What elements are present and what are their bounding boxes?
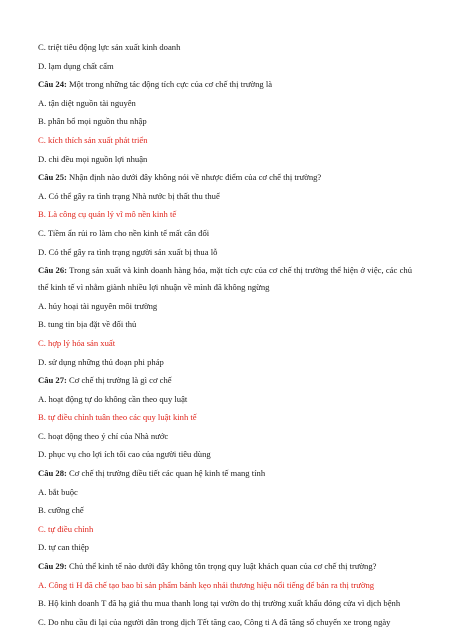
option-line: B. cưỡng chế bbox=[38, 505, 84, 516]
option-line: C. triệt tiêu động lực sản xuất kinh doanh bbox=[38, 42, 181, 52]
question-line bbox=[38, 557, 412, 576]
question-line bbox=[38, 75, 412, 94]
option-line: B. phân bổ mọi nguồn thu nhập bbox=[38, 116, 147, 127]
option-line: D. chi đều mọi nguồn lợi nhuận bbox=[38, 153, 148, 164]
option-line: D. Có thể gây ra tình trạng người sản xuất bị thua lỗ bbox=[38, 246, 218, 257]
question-text: Nhận định nào dưới đây không nói về nhược điểm của cơ chế thị trường? bbox=[66, 172, 322, 183]
correct-answer-line: C. hợp lý hóa sản xuất bbox=[38, 337, 116, 348]
option-line: C. hoạt động theo ý chí của Nhà nước bbox=[38, 430, 169, 441]
option-line: C. Tiềm ẩn rủi ro làm cho nền kinh tế mất cân đối bbox=[38, 227, 210, 238]
question-line bbox=[38, 168, 412, 187]
option-line: B. Hộ kinh doanh T đã hạ giá thu mua thanh long tại vườn do thị trường xuất khẩu đóng cửa vì dịch bệnh bbox=[38, 598, 401, 609]
question-number: Câu 29: bbox=[38, 561, 67, 572]
question-number: Câu 28: bbox=[38, 468, 67, 479]
question-number: Câu 25: bbox=[38, 172, 67, 183]
correct-answer-line: B. Là công cụ quản lý vĩ mô nền kinh tế bbox=[38, 209, 177, 220]
question-text: Cơ chế thị trường điều tiết các quan hệ kinh tế mang tính bbox=[66, 468, 266, 479]
option-line: D. sử dụng những thủ đoạn phi pháp bbox=[38, 356, 164, 367]
correct-answer-line: B. tự điều chỉnh tuân theo các quy luật kinh tế bbox=[38, 412, 197, 423]
question-line bbox=[38, 371, 412, 390]
question-number: Câu 24: bbox=[38, 79, 67, 90]
question-line bbox=[38, 262, 412, 296]
question-text: Cơ chế thị trường là gì cơ chế bbox=[66, 375, 172, 386]
option-line: A. hủy hoại tài nguyên môi trường bbox=[38, 300, 158, 311]
option-line: B. tung tin bịa đặt về đối thủ bbox=[38, 319, 137, 330]
question-number: Câu 26: bbox=[38, 265, 68, 276]
option-line: D. lạm dụng chất cấm bbox=[38, 60, 114, 71]
question-line bbox=[38, 464, 412, 483]
option-line: A. Có thể gây ra tình trạng Nhà nước bị thất thu thuế bbox=[38, 190, 220, 201]
question-text: Chủ thể kinh tế nào dưới đây không tôn trọng quy luật khách quan của cơ chế thị trường? bbox=[66, 561, 377, 572]
option-line: D. phục vụ cho lợi ích tối cao của người tiêu dùng bbox=[38, 449, 211, 460]
correct-answer-line: C. kích thích sản xuất phát triển bbox=[38, 134, 148, 145]
correct-answer-line: A. Công ti H đã chế tạo bao bì sản phẩm bánh kẹo nhái thương hiệu nổi tiếng để bán ra thị trường bbox=[38, 579, 375, 590]
option-line: A. tận diệt nguồn tài nguyên bbox=[38, 97, 136, 108]
option-line: C. Do nhu cầu đi lại của người dân trong dịch Tết tăng cao, Công ti A đã tăng số chuyến xe trong ngày bbox=[38, 617, 391, 628]
option-line: A. hoạt động tự do không cần theo quy luật bbox=[38, 393, 188, 404]
correct-answer-line: C. tự điều chỉnh bbox=[38, 523, 94, 534]
option-line: A. bắt buộc bbox=[38, 486, 78, 497]
option-line: D. tự can thiệp bbox=[38, 542, 89, 553]
question-number: Câu 27: bbox=[38, 375, 67, 386]
question-text: Trong sản xuất và kinh doanh hàng hóa, mặt tích cực của cơ chế thị trường thể hiện ở việc, các chủ thể kinh tế vì nhằm giành nhiều lợi nhuận về mình đã không ngừng bbox=[38, 265, 412, 292]
question-text: Một trong những tác động tích cực của cơ chế thị trường là bbox=[66, 79, 273, 90]
